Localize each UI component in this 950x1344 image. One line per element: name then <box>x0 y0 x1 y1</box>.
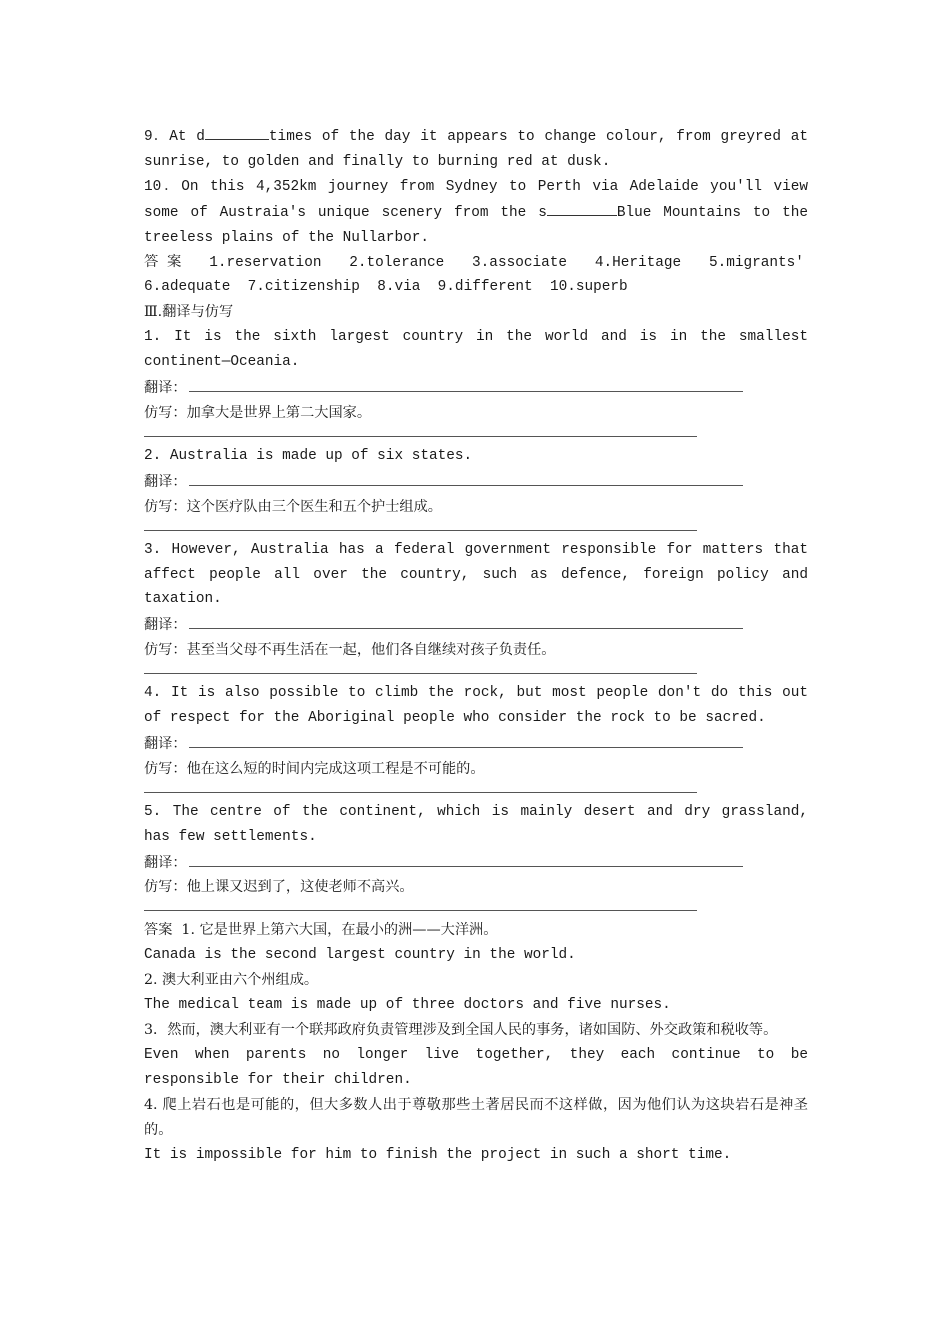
answer-key-3-zh: 3．然而，澳大利亚有一个联邦政府负责管理涉及到全国人民的事务，诸如国防、外交政策和税收等。 <box>144 1022 778 1038</box>
translate-line-3 <box>144 612 808 638</box>
answer-item: 3.associate <box>472 254 568 271</box>
answer-key-1-zh <box>144 918 808 943</box>
translate-line-1 <box>144 375 808 401</box>
imitate-label: 仿写： <box>144 498 187 515</box>
imitate-answer-line <box>144 663 697 674</box>
imitate-answer-line <box>144 782 697 793</box>
answer-item: 9.different <box>437 279 533 296</box>
answer-label: 答 案 <box>144 254 182 271</box>
question-9-prefix: 9．At d <box>144 129 205 145</box>
imitate-label: 仿写： <box>144 760 187 777</box>
answer-key-2-zh: 2. 澳大利亚由六个州组成。 <box>144 972 319 989</box>
answer-key-1-en: Canada is the second largest country in the world. <box>144 947 576 964</box>
imitate-line-2 <box>144 495 808 520</box>
worksheet-page <box>144 124 808 1167</box>
imitate-prompt: 加拿大是世界上第二大国家。 <box>186 404 372 421</box>
question-10 <box>144 175 808 251</box>
translate-answer-line <box>189 850 743 867</box>
imitate-label: 仿写： <box>144 879 187 896</box>
imitate-answer-line <box>144 426 697 437</box>
translate-label: 翻译： <box>144 380 187 397</box>
answer-key-zh: 1. 它是世界上第六大国，在最小的洲——大洋洲。 <box>181 922 498 939</box>
imitate-prompt: 甚至当父母不再生活在一起，他们各自继续对孩子负责任。 <box>186 642 556 659</box>
answer-key-3-en: Even when parents no longer live together, they each continue to be responsible for their children. <box>144 1046 808 1088</box>
imitate-prompt: 他上课又迟到了，这使老师不高兴。 <box>186 879 414 896</box>
question-10-prefix: 10．On this 4,352km journey from Sydney to Perth via Adelaide you'll view some of Austraia's unique scenery from the s <box>144 178 808 221</box>
translate-label: 翻译： <box>144 617 187 634</box>
answer-row-1 <box>144 251 804 276</box>
answer-row-2 <box>144 275 808 300</box>
answer-key-4-zh: 4. 爬上岩石也是可能的，但大多数人出于尊敬那些土著居民而不这样做，因为他们认为这块岩石是神圣的。 <box>144 1096 808 1138</box>
imitate-prompt: 这个医疗队由三个医生和五个护士组成。 <box>186 498 442 515</box>
question-9-suffix: times of the day it appears to change colour, from greyred at sunrise, to golden and finally to burning red at dusk. <box>144 129 808 170</box>
translate-label: 翻译： <box>144 854 187 871</box>
question-9 <box>144 124 808 175</box>
translate-label: 翻译： <box>144 473 187 490</box>
answer-item: 2.tolerance <box>349 254 445 271</box>
imitate-line-5 <box>144 875 808 900</box>
sentence-2: 2. Australia is made up of six states. <box>144 447 473 464</box>
question-9-blank <box>205 124 269 140</box>
answer-item: 5.migrants' <box>708 254 804 271</box>
imitate-answer-line <box>144 900 697 911</box>
section-heading: Ⅲ.翻译与仿写 <box>144 304 234 321</box>
question-10-blank <box>547 200 617 216</box>
translate-line-4 <box>144 731 808 757</box>
translate-line-2 <box>144 469 808 495</box>
translate-answer-line <box>189 731 743 748</box>
imitate-label: 仿写： <box>144 642 187 659</box>
translate-line-5 <box>144 850 808 876</box>
answer-item: 4.Heritage <box>594 254 682 271</box>
imitate-line-4 <box>144 757 808 782</box>
answer-item: 7.citizenship <box>247 279 360 296</box>
sentence-4: 4. It is also possible to climb the rock, but most people don't do this out of respect for the Aboriginal people who consider the rock to be sacred. <box>144 685 808 727</box>
sentence-3: 3. However, Australia has a federal government responsible for matters that affect people all over the country, such as defence, foreign policy and taxation. <box>144 541 808 608</box>
sentence-5: 5. The centre of the continent, which is mainly desert and dry grassland, has few settlements. <box>144 803 808 845</box>
translate-label: 翻译： <box>144 735 187 752</box>
answer-key-2-en: The medical team is made up of three doctors and five nurses. <box>144 997 671 1014</box>
imitate-line-3 <box>144 638 808 663</box>
answer-item: 1.reservation <box>209 254 322 271</box>
answer-key-label: 答案 <box>144 922 173 939</box>
imitate-answer-line <box>144 520 697 531</box>
imitate-label: 仿写： <box>144 404 187 421</box>
answer-item: 6.adequate <box>144 279 231 296</box>
translate-answer-line <box>189 612 743 629</box>
translate-answer-line <box>189 469 743 486</box>
imitate-prompt: 他在这么短的时间内完成这项工程是不可能的。 <box>186 760 485 777</box>
sentence-1: 1. It is the sixth largest country in the world and is in the smallest continent—Oceania. <box>144 329 808 371</box>
answer-key-4-en: It is impossible for him to finish the project in such a short time. <box>144 1146 732 1163</box>
answer-item: 8.via <box>377 279 421 296</box>
question-10-suffix: Blue Mountains to the treeless plains of the Nullarbor. <box>144 204 808 246</box>
translate-answer-line <box>189 375 743 392</box>
imitate-line-1 <box>144 401 808 426</box>
answer-item: 10.superb <box>549 279 628 296</box>
